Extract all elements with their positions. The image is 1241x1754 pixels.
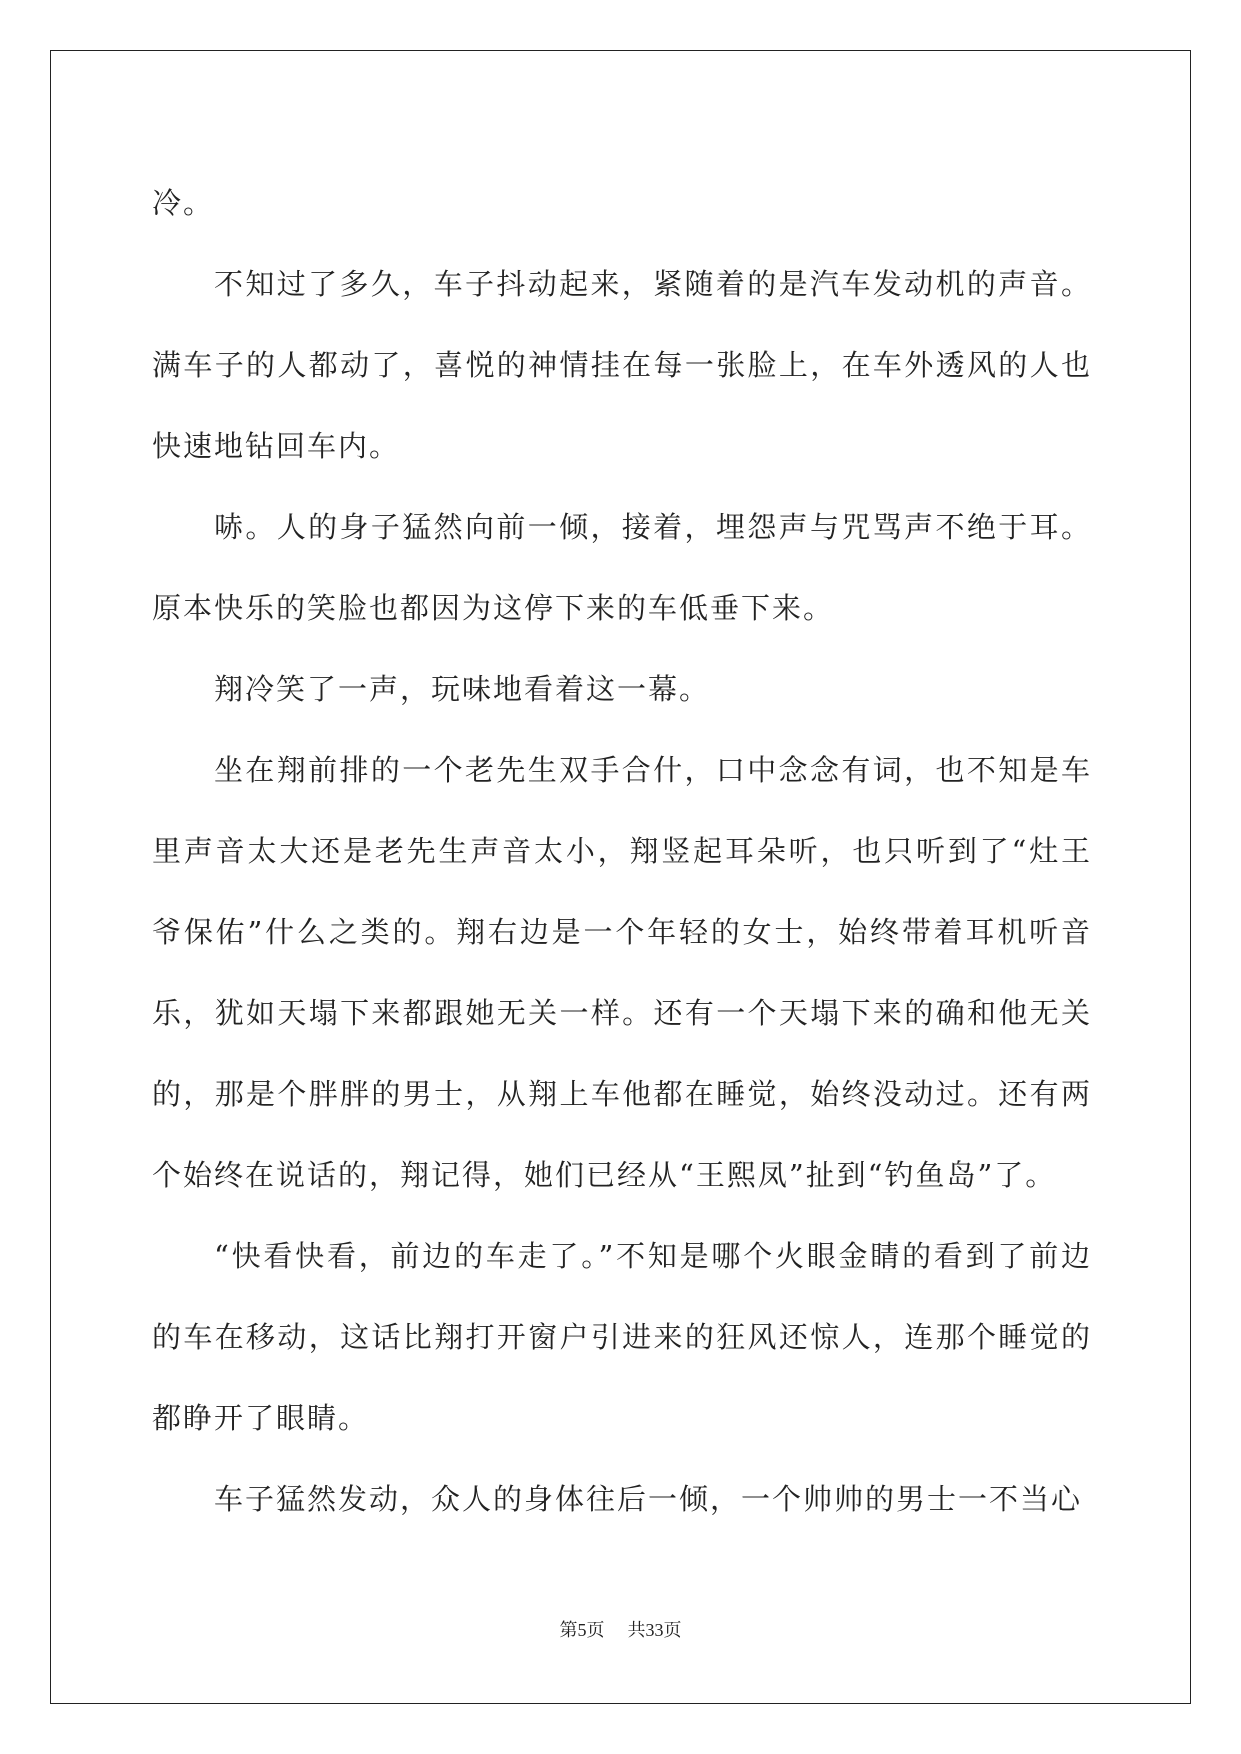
paragraph-3: 哧。人的身子猛然向前一倾，接着，埋怨声与咒骂声不绝于耳。原本快乐的笑脸也都因为这停下来的车低垂下来。 [152, 510, 1092, 625]
paragraph-5: 坐在翔前排的一个老先生双手合什，口中念念有词，也不知是车里声音太大还是老先生声音太小，翔竖起耳朵听，也只听到了“灶王爷保佑”什么之类的。翔右边是一个年轻的女士，始终带着耳机听音乐，犹如天塌下来都跟她无关一样。还有一个天塌下来的确和他无关的，那是个胖胖的男士，从翔上车他都在睡觉，始终没动过。还有两个始终在说话的，翔记得，她们已经从“王熙凤”扯到“钓鱼岛”了。 [152, 753, 1092, 1192]
paragraph-7: 车子猛然发动，众人的身体往后一倾，一个帅帅的男士一不当心 [214, 1482, 1083, 1516]
paragraph-2: 不知过了多久，车子抖动起来，紧随着的是汽车发动机的声音。满车子的人都动了，喜悦的神情挂在每一张脸上，在车外透风的人也快速地钻回车内。 [152, 267, 1092, 463]
page-footer [0, 1618, 1241, 1643]
page-number: 5 [577, 1620, 587, 1640]
paragraph-1: 冷。 [152, 186, 215, 220]
page-prefix: 第 [559, 1620, 578, 1641]
total-prefix: 共 [627, 1620, 646, 1641]
total-suffix: 页 [663, 1620, 682, 1641]
paragraph-4: 翔冷笑了一声，玩味地看着这一幕。 [214, 672, 711, 706]
document-body [152, 163, 1092, 1540]
paragraph-6: “快看快看，前边的车走了。”不知是哪个火眼金睛的看到了前边的车在移动，这话比翔打开窗户引进来的狂风还惊人，连那个睡觉的都睁开了眼睛。 [152, 1239, 1092, 1435]
total-pages: 33 [645, 1620, 664, 1640]
page-suffix: 页 [586, 1620, 605, 1641]
